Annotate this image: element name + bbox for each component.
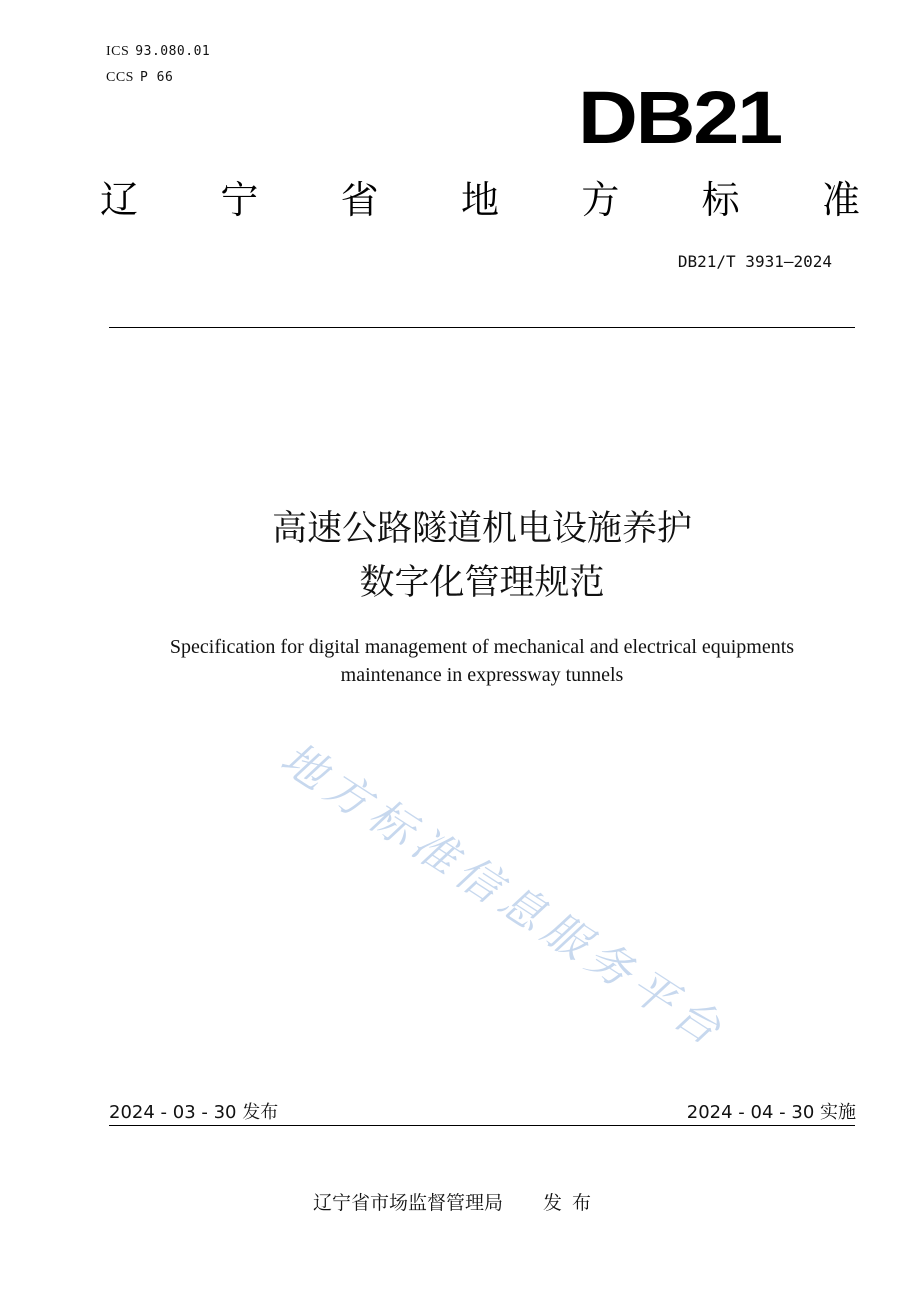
title-char: 标	[701, 178, 740, 222]
ccs-code: P 66	[139, 70, 174, 85]
standard-number: DB21/T 3931—2024	[677, 252, 832, 271]
bottom-divider	[109, 1125, 855, 1126]
db21-logo: DB21	[578, 76, 781, 159]
ics-label: ICS	[106, 44, 130, 59]
title-char: 辽	[100, 178, 139, 222]
ccs-label: CCS	[106, 70, 134, 85]
english-title-line-1: Specification for digital management of mechanical and electrical equipments	[169, 636, 795, 658]
title-char: 宁	[220, 178, 259, 222]
issuer-name: 辽宁省市场监督管理局	[313, 1192, 504, 1214]
issue-date: 2024 - 03 - 30 发布	[109, 1102, 279, 1123]
title-char: 准	[821, 178, 860, 222]
ics-code: 93.080.01	[135, 44, 211, 59]
ics-code-line	[106, 44, 210, 60]
title-char: 省	[340, 178, 379, 222]
title-char: 地	[460, 178, 499, 222]
issuer-action: 发布	[543, 1192, 602, 1214]
chinese-title-line-1: 高速公路隧道机电设施养护	[271, 509, 692, 549]
province-standard-title	[100, 175, 860, 225]
ccs-code-line	[106, 70, 173, 86]
watermark: 地方标准信息服务平台	[271, 732, 736, 1059]
chinese-title-line-2: 数字化管理规范	[359, 563, 605, 603]
title-char: 方	[581, 178, 620, 222]
issuer-line	[313, 1188, 601, 1215]
english-title-line-2: maintenance in expressway tunnels	[340, 664, 624, 686]
chinese-title	[0, 502, 920, 610]
implementation-date: 2024 - 04 - 30 实施	[686, 1102, 856, 1123]
english-title	[0, 633, 920, 689]
top-divider	[109, 327, 855, 328]
